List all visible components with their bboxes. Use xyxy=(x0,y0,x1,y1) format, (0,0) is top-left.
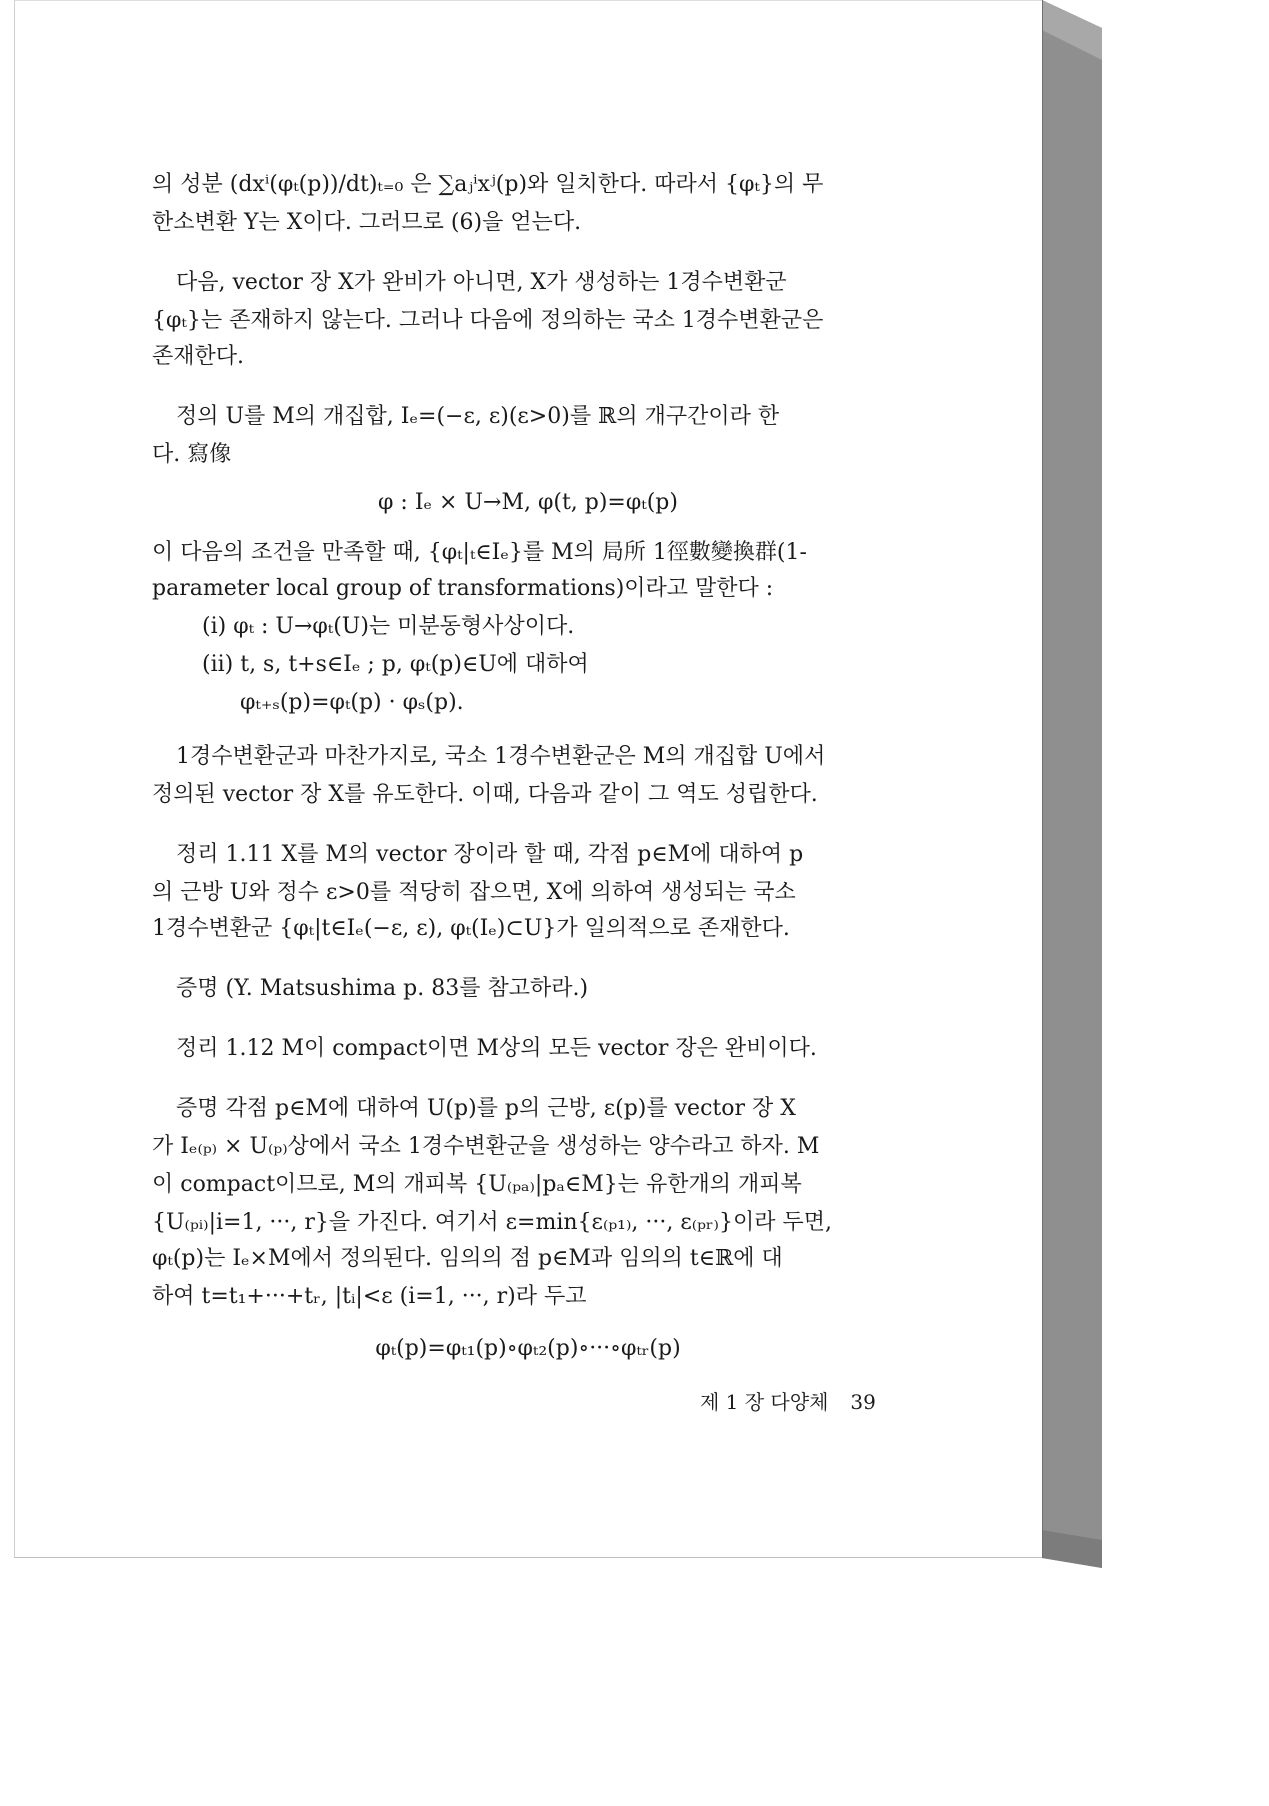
paragraph-line: 한소변환 Y는 X이다. 그러므로 (6)을 얻는다. xyxy=(152,210,582,235)
proof-line: 가 Iₑ₍ₚ₎ × U₍ₚ₎상에서 국소 1경수변환군을 생성하는 양수라고 하자. M xyxy=(152,1134,820,1159)
definition-line: parameter local group of transformations)이라고 말한다 : xyxy=(152,576,774,601)
proof-1-12-heading: 증명 각점 p∈M에 대하여 U(p)를 p의 근방, ε(p)를 vector 장 X xyxy=(176,1096,796,1121)
proof-line: {U₍ₚᵢ₎|i=1, ···, r}을 가진다. 여기서 ε=min{ε₍ₚ₁₎, ···, ε₍ₚᵣ₎}이라 두면, xyxy=(152,1210,832,1235)
proof-line: 하여 t=t₁+···+tᵣ, |tᵢ|<ε (i=1, ···, r)라 두고 xyxy=(152,1284,587,1309)
proof-1-11: 증명 (Y. Matsushima p. 83를 참고하라.) xyxy=(176,976,589,1001)
page-footer xyxy=(700,1386,876,1415)
paragraph-line: 1경수변환군과 마찬가지로, 국소 1경수변환군은 M의 개집합 U에서 xyxy=(176,744,826,769)
proof-line: 이 compact이므로, M의 개피복 {U₍ₚₐ₎|pₐ∈M}는 유한개의 개피복 xyxy=(152,1172,802,1197)
proof-line: φₜ(p)는 Iₑ×M에서 정의된다. 임의의 점 p∈M과 임의의 t∈ℝ에 대 xyxy=(152,1246,783,1271)
theorem-line: 의 근방 U와 정수 ε>0를 적당히 잡으면, X에 의하여 생성되는 국소 xyxy=(152,880,796,905)
paragraph-line: 정의된 vector 장 X를 유도한다. 이때, 다음과 같이 그 역도 성립한다. xyxy=(152,782,818,807)
theorem-1-11-heading: 정리 1.11 X를 M의 vector 장이라 할 때, 각점 p∈M에 대하여 p xyxy=(176,842,804,867)
definition-formula: φ : Iₑ × U→M, φ(t, p)=φₜ(p) xyxy=(378,490,678,515)
paragraph-line: 다음, vector 장 X가 완비가 아니면, X가 생성하는 1경수변환군 xyxy=(176,270,787,295)
theorem-line: 1경수변환군 {φₜ|t∈Iₑ(−ε, ε), φₜ(Iₑ)⊂U}가 일의적으로 존재한다. xyxy=(152,916,790,941)
chapter-title: 제 1 장 다양체 xyxy=(700,1390,829,1414)
paragraph-line: {φₜ}는 존재하지 않는다. 그러나 다음에 정의하는 국소 1경수변환군은 xyxy=(152,308,824,333)
condition-ii: (ii) t, s, t+s∈Iₑ ; p, φₜ(p)∈U에 대하여 xyxy=(202,652,589,677)
paragraph-line: 존재한다. xyxy=(152,344,245,369)
definition-line: 이 다음의 조건을 만족할 때, {φₜ|ₜ∈Iₑ}를 M의 局所 1徑數變換群(1- xyxy=(152,540,807,565)
definition-heading-line: 정의 U를 M의 개집합, Iₑ=(−ε, ε)(ε>0)를 ℝ의 개구간이라 한 xyxy=(176,404,780,429)
paragraph-line: 의 성분 (dxⁱ(φₜ(p))/dt)ₜ₌₀ 은 ∑aⱼⁱxʲ(p)와 일치한다. 따라서 {φₜ}의 무 xyxy=(152,172,824,197)
page-number: 39 xyxy=(850,1390,876,1414)
condition-i: (i) φₜ : U→φₜ(U)는 미분동형사상이다. xyxy=(202,614,575,639)
theorem-1-12: 정리 1.12 M이 compact이면 M상의 모든 vector 장은 완비이다. xyxy=(176,1036,817,1061)
condition-ii-formula: φₜ₊ₛ(p)=φₜ(p) · φₛ(p). xyxy=(240,690,464,715)
final-formula: φₜ(p)=φₜ₁(p)∘φₜ₂(p)∘···∘φₜᵣ(p) xyxy=(375,1336,681,1361)
definition-line: 다. 寫像 xyxy=(152,442,232,467)
